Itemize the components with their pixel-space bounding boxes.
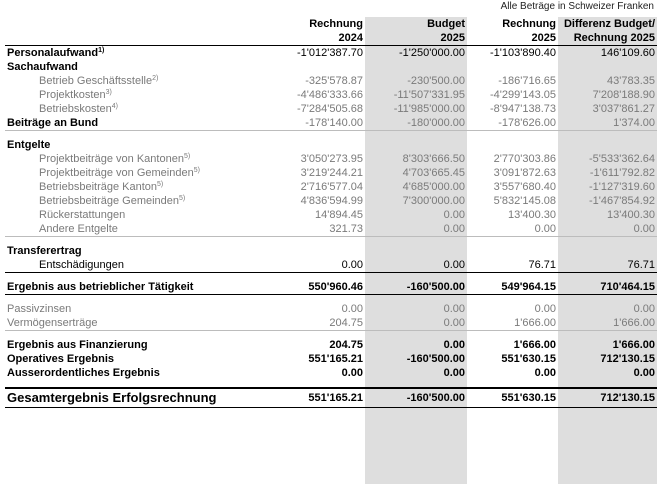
row-label: Betriebsbeiträge Kanton xyxy=(39,181,158,193)
cell-value: 4'836'594.99 xyxy=(300,195,363,207)
row-geschaeftsstelle xyxy=(5,74,657,88)
row-label: Beiträge an Bund xyxy=(5,116,263,131)
cell-value: 551'630.15 xyxy=(467,388,558,408)
footnote-marker: 1) xyxy=(98,47,105,54)
row-label: Projektbeiträge von Kantonen xyxy=(39,153,184,165)
cell-value: 551'165.21 xyxy=(263,388,365,408)
row-label: Betriebsbeiträge Gemeinden xyxy=(39,195,180,207)
cell-value: 1'666.00 xyxy=(513,339,556,351)
row-label: Betrieb Geschäftsstelle xyxy=(39,75,153,87)
footnote-marker: 5) xyxy=(179,195,186,202)
header-row-2 xyxy=(5,31,657,46)
cell-value: 146'109.60 xyxy=(600,47,655,59)
row-vermoegensertraege xyxy=(5,316,657,331)
row-label: Personalaufwand xyxy=(7,47,99,59)
currency-note: Alle Beträge in Schweizer Franken xyxy=(500,1,654,12)
footnote-marker: 3) xyxy=(105,89,112,96)
spacer xyxy=(5,380,657,388)
cell-value: 3'557'680.40 xyxy=(493,181,556,193)
cell-value: -180'000.00 xyxy=(365,116,467,131)
cell-value: -8'947'138.73 xyxy=(490,103,556,115)
cell-value: 551'165.21 xyxy=(308,353,363,365)
cell-value: 43'783.35 xyxy=(607,75,655,87)
cell-value: 0.00 xyxy=(365,316,467,331)
cell-value: 4'685'000.00 xyxy=(402,181,465,193)
row-andere-entgelte xyxy=(5,222,657,237)
cell-value: 550'960.46 xyxy=(263,280,365,295)
cell-value: 0.00 xyxy=(534,367,556,379)
row-label: Rückerstattungen xyxy=(39,209,126,221)
row-label: Projektbeiträge von Gemeinden xyxy=(39,167,194,179)
cell-value: 712'130.15 xyxy=(558,388,657,408)
spacer xyxy=(5,273,657,281)
row-projekt-gemeinden xyxy=(5,166,657,180)
cell-value: -11'507'331.95 xyxy=(393,89,465,101)
spacer xyxy=(5,331,657,339)
cell-value: 710'464.15 xyxy=(558,280,657,295)
row-label: Passivzinsen xyxy=(7,303,72,315)
cell-value: -4'486'333.66 xyxy=(297,89,363,101)
row-label: Ergebnis aus Finanzierung xyxy=(7,339,148,351)
cell-value: -4'299'143.05 xyxy=(490,89,556,101)
cell-value: -1'467'854.92 xyxy=(589,195,655,207)
cell-value: 1'666.00 xyxy=(467,316,558,331)
income-statement-table xyxy=(5,17,657,408)
section-label: Sachaufwand xyxy=(7,61,78,73)
cell-value: 13'400.30 xyxy=(508,209,556,221)
cell-value: 712'130.15 xyxy=(600,353,655,365)
row-entgelte xyxy=(5,138,657,152)
cell-value: 0.00 xyxy=(443,339,465,351)
row-betrieb-gemeinden xyxy=(5,194,657,208)
section-label: Transferertrag xyxy=(7,245,82,257)
cell-value: 0.00 xyxy=(467,222,558,237)
header-differenz: Differenz Budget/ xyxy=(563,18,655,30)
cell-value: 0.00 xyxy=(365,222,467,237)
cell-value: -1'103'890.40 xyxy=(490,47,556,59)
spacer xyxy=(5,237,657,245)
row-label: Vermögenserträge xyxy=(5,316,263,331)
cell-value: 13'400.30 xyxy=(607,209,655,221)
footnote-marker: 5) xyxy=(157,181,164,188)
cell-value: 4'703'665.45 xyxy=(402,167,465,179)
header-year-2024: 2024 xyxy=(263,31,365,46)
cell-value: 2'716'577.04 xyxy=(300,181,363,193)
cell-value: 3'050'273.95 xyxy=(300,153,363,165)
row-ergebnis-finanzierung xyxy=(5,338,657,352)
footnote-marker: 4) xyxy=(111,103,118,110)
row-betriebskosten xyxy=(5,102,657,116)
cell-value: 8'303'666.50 xyxy=(402,153,465,165)
footnote-marker: 5) xyxy=(183,153,191,160)
header-rechnung-2024: Rechnung xyxy=(309,18,363,30)
cell-value: -230'500.00 xyxy=(407,75,465,87)
row-sachaufwand xyxy=(5,60,657,74)
cell-value: 0.00 xyxy=(341,367,363,379)
row-label: Ergebnis aus betrieblicher Tätigkeit xyxy=(5,280,263,295)
row-projekt-kantone xyxy=(5,152,657,166)
cell-value: 0.00 xyxy=(263,258,365,273)
cell-value: 5'832'145.08 xyxy=(493,195,556,207)
cell-value: -5'533'362.64 xyxy=(589,153,655,165)
cell-value: 0.00 xyxy=(443,367,465,379)
section-label: Entgelte xyxy=(7,139,51,151)
row-passivzinsen xyxy=(5,302,657,316)
row-entschaedigungen xyxy=(5,258,657,273)
cell-value: 14'894.45 xyxy=(315,209,363,221)
cell-value: -1'611'792.82 xyxy=(589,167,655,179)
income-statement xyxy=(5,17,657,408)
cell-value: 321.73 xyxy=(263,222,365,237)
cell-value: -1'012'387.70 xyxy=(297,47,363,59)
cell-value: 0.00 xyxy=(558,222,657,237)
header-budget-2025: Budget xyxy=(427,18,465,30)
cell-value: -160'500.00 xyxy=(365,280,467,295)
cell-value: 0.00 xyxy=(633,303,655,315)
cell-value: 0.00 xyxy=(365,258,467,273)
cell-value: -1'250'000.00 xyxy=(399,47,465,59)
cell-value: 3'037'861.27 xyxy=(592,103,655,115)
cell-value: -160'500.00 xyxy=(406,353,465,365)
cell-value: -186'716.65 xyxy=(498,75,556,87)
cell-value: 7'208'188.90 xyxy=(592,89,655,101)
row-label: Betriebskosten xyxy=(39,103,112,115)
row-projektkosten xyxy=(5,88,657,102)
cell-value: -178'626.00 xyxy=(467,116,558,131)
header-row-1 xyxy=(5,17,657,31)
row-operatives-ergebnis xyxy=(5,352,657,366)
row-label: Projektkosten xyxy=(39,89,106,101)
cell-value: 1'374.00 xyxy=(558,116,657,131)
row-label: Andere Entgelte xyxy=(5,222,263,237)
row-bund xyxy=(5,116,657,131)
header-year-budget-2025: 2025 xyxy=(365,31,467,46)
footnote-marker: 5) xyxy=(193,167,200,174)
cell-value: -7'284'505.68 xyxy=(297,103,363,115)
cell-value: 0.00 xyxy=(633,367,655,379)
row-gesamtergebnis xyxy=(5,388,657,408)
row-transferertrag xyxy=(5,244,657,258)
cell-value: -160'500.00 xyxy=(365,388,467,408)
cell-value: 3'091'872.63 xyxy=(493,167,556,179)
cell-value: 0.00 xyxy=(443,303,465,315)
footnote-marker: 2) xyxy=(152,75,159,82)
cell-value: 551'630.15 xyxy=(501,353,556,365)
row-ergebnis-betrieb xyxy=(5,280,657,295)
cell-value: 7'300'000.00 xyxy=(402,195,465,207)
cell-value: 3'219'244.21 xyxy=(300,167,363,179)
cell-value: 204.75 xyxy=(329,339,363,351)
row-rueckerstattungen xyxy=(5,208,657,222)
row-ausserordentliches-ergebnis xyxy=(5,366,657,380)
cell-value: 1'666.00 xyxy=(612,339,655,351)
row-label: Operatives Ergebnis xyxy=(7,353,114,365)
cell-value: 0.00 xyxy=(341,303,363,315)
cell-value: 76.71 xyxy=(467,258,558,273)
header-rechnung-2025: Rechnung xyxy=(502,18,556,30)
row-label: Ausserordentliches Ergebnis xyxy=(7,367,160,379)
row-betrieb-kanton xyxy=(5,180,657,194)
header-differenz-sub: Rechnung 2025 xyxy=(558,31,657,46)
cell-value: -11'985'000.00 xyxy=(393,103,465,115)
cell-value: 0.00 xyxy=(534,303,556,315)
spacer xyxy=(5,131,657,139)
cell-value: 0.00 xyxy=(443,209,465,221)
cell-value: -178'140.00 xyxy=(263,116,365,131)
header-year-2025: 2025 xyxy=(467,31,558,46)
cell-value: 549'964.15 xyxy=(467,280,558,295)
cell-value: -325'578.87 xyxy=(305,75,363,87)
cell-value: -1'127'319.60 xyxy=(589,181,655,193)
cell-value: 204.75 xyxy=(263,316,365,331)
row-label: Gesamtergebnis Erfolgsrechnung xyxy=(5,388,263,408)
cell-value: 76.71 xyxy=(558,258,657,273)
row-label: Entschädigungen xyxy=(5,258,263,273)
cell-value: 1'666.00 xyxy=(558,316,657,331)
row-personalaufwand xyxy=(5,46,657,61)
spacer xyxy=(5,295,657,303)
cell-value: 2'770'303.86 xyxy=(493,153,556,165)
